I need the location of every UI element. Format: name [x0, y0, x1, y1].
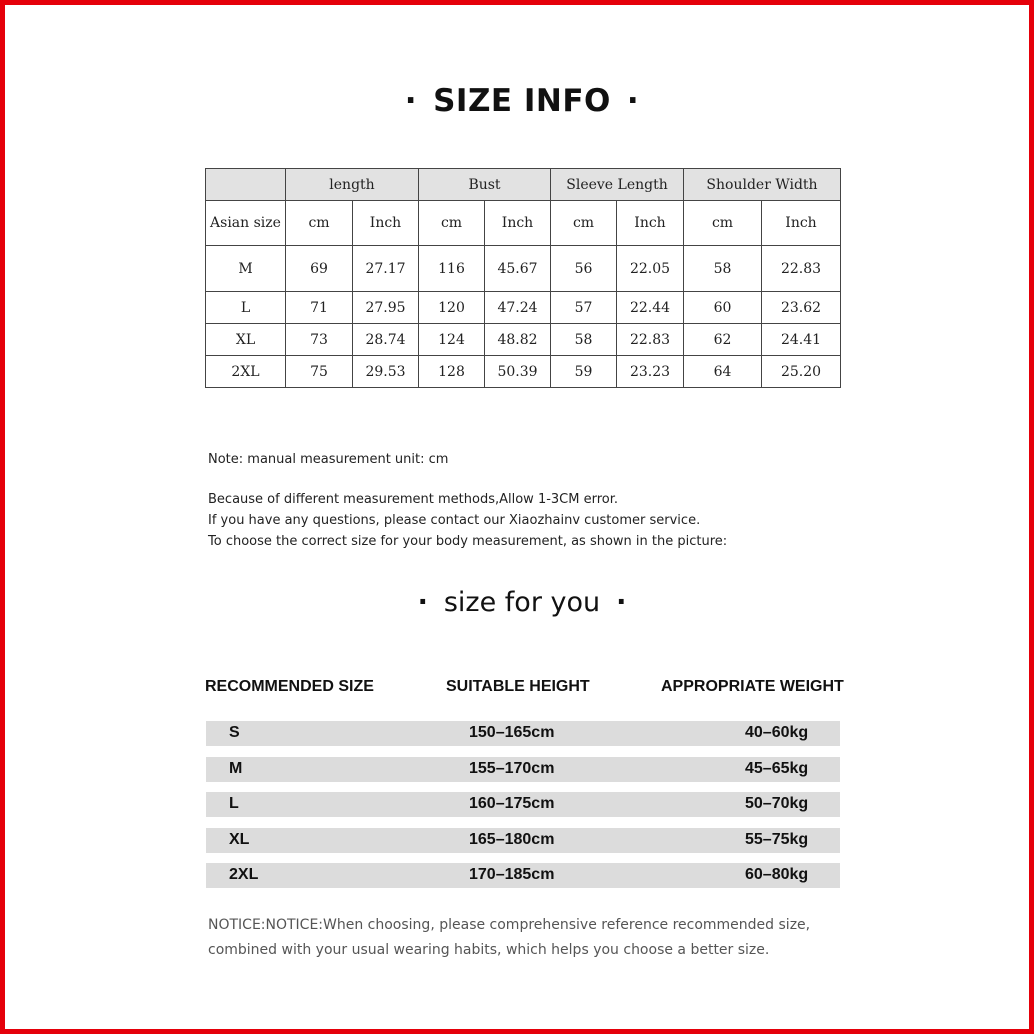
cell-length-inch: 29.53: [353, 356, 419, 388]
header-shoulder-width: Shoulder Width: [684, 169, 841, 201]
cell-shoulder-inch: 22.83: [762, 246, 841, 292]
cell-length-cm: 73: [286, 324, 353, 356]
rec-height: 165–180cm: [469, 831, 555, 848]
cell-shoulder-cm: 62: [684, 324, 762, 356]
rec-weight: 50–70kg: [745, 795, 809, 812]
note-line: Note: manual measurement unit: cm: [208, 452, 449, 467]
header-length: length: [286, 169, 419, 201]
note-line: To choose the correct size for your body measurement, as shown in the picture:: [208, 534, 728, 549]
table-row: [206, 356, 841, 388]
rec-size: M: [229, 760, 243, 777]
cell-sleeve-cm: 58: [551, 324, 617, 356]
recommendation-row: [206, 863, 840, 888]
header-appropriate-weight: APPROPRIATE WEIGHT: [661, 678, 844, 695]
rec-height: 160–175cm: [469, 795, 555, 812]
cell-length-inch: 27.17: [353, 246, 419, 292]
notice-line: NOTICE:NOTICE:When choosing, please comprehensive reference recommended size,: [208, 917, 811, 933]
cell-sleeve-inch: 22.05: [617, 246, 684, 292]
cell-shoulder-inch: 23.62: [762, 292, 841, 324]
note-line: Because of different measurement methods,Allow 1-3CM error.: [208, 492, 619, 507]
cell-shoulder-inch: 25.20: [762, 356, 841, 388]
cell-length-inch: 28.74: [353, 324, 419, 356]
header-blank-cell: [206, 169, 286, 201]
cell-size: 2XL: [206, 356, 286, 388]
cell-bust-inch: 45.67: [485, 246, 551, 292]
cell-sleeve-cm: 59: [551, 356, 617, 388]
cell-sleeve-cm: 57: [551, 292, 617, 324]
subheader-inch: Inch: [617, 201, 684, 246]
rec-height: 150–165cm: [469, 724, 555, 741]
header-sleeve-length: Sleeve Length: [551, 169, 684, 201]
title-dot-left: ·: [404, 83, 418, 119]
notice-text: [208, 913, 810, 963]
header-bust: Bust: [419, 169, 551, 201]
cell-size: L: [206, 292, 286, 324]
size-info-title-text: SIZE INFO: [433, 83, 611, 119]
cell-sleeve-cm: 56: [551, 246, 617, 292]
recommendation-row: [206, 828, 840, 853]
subheader-cm: cm: [419, 201, 485, 246]
cell-shoulder-cm: 64: [684, 356, 762, 388]
size-for-you-title: [5, 587, 1034, 618]
cell-shoulder-cm: 60: [684, 292, 762, 324]
size-table: [205, 168, 841, 388]
size-info-title: [5, 83, 1034, 119]
measurement-note: [208, 449, 448, 470]
subheader-inch: Inch: [762, 201, 841, 246]
title-dot-right: ·: [626, 83, 640, 119]
cell-bust-inch: 48.82: [485, 324, 551, 356]
table-header-row: [206, 169, 841, 201]
subheader-cm: cm: [286, 201, 353, 246]
header-suitable-height: SUITABLE HEIGHT: [446, 678, 590, 695]
table-row: [206, 246, 841, 292]
cell-length-cm: 75: [286, 356, 353, 388]
header-recommended-size: RECOMMENDED SIZE: [205, 678, 374, 695]
cell-bust-inch: 47.24: [485, 292, 551, 324]
table-row: [206, 324, 841, 356]
error-notes: [208, 489, 727, 552]
recommendation-row: [206, 721, 840, 746]
table-subheader-row: [206, 201, 841, 246]
rec-size: L: [229, 795, 239, 812]
rec-height: 155–170cm: [469, 760, 555, 777]
cell-sleeve-inch: 23.23: [617, 356, 684, 388]
rec-height: 170–185cm: [469, 866, 555, 883]
cell-length-cm: 71: [286, 292, 353, 324]
cell-length-cm: 69: [286, 246, 353, 292]
cell-bust-cm: 116: [419, 246, 485, 292]
rec-size: XL: [229, 831, 250, 848]
cell-shoulder-cm: 58: [684, 246, 762, 292]
subheader-cm: cm: [551, 201, 617, 246]
cell-bust-inch: 50.39: [485, 356, 551, 388]
rec-size: S: [229, 724, 240, 741]
recommendation-row: [206, 792, 840, 817]
cell-bust-cm: 124: [419, 324, 485, 356]
size-for-you-title-text: size for you: [443, 587, 601, 618]
note-line: If you have any questions, please contact our Xiaozhainv customer service.: [208, 513, 701, 528]
cell-size: XL: [206, 324, 286, 356]
subheader-cm: cm: [684, 201, 762, 246]
cell-shoulder-inch: 24.41: [762, 324, 841, 356]
recommendation-row: [206, 757, 840, 782]
cell-sleeve-inch: 22.44: [617, 292, 684, 324]
rec-weight: 55–75kg: [745, 831, 809, 848]
rec-size: 2XL: [229, 866, 259, 883]
subheader-asian-size: Asian size: [206, 201, 286, 246]
cell-length-inch: 27.95: [353, 292, 419, 324]
cell-size: M: [206, 246, 286, 292]
rec-weight: 60–80kg: [745, 866, 809, 883]
rec-weight: 45–65kg: [745, 760, 809, 777]
rec-weight: 40–60kg: [745, 724, 809, 741]
notice-line: combined with your usual wearing habits, which helps you choose a better size.: [208, 942, 770, 958]
cell-bust-cm: 120: [419, 292, 485, 324]
subheader-inch: Inch: [353, 201, 419, 246]
table-row: [206, 292, 841, 324]
cell-sleeve-inch: 22.83: [617, 324, 684, 356]
cell-bust-cm: 128: [419, 356, 485, 388]
title-dot-right: ·: [616, 587, 627, 618]
title-dot-left: ·: [417, 587, 428, 618]
subheader-inch: Inch: [485, 201, 551, 246]
